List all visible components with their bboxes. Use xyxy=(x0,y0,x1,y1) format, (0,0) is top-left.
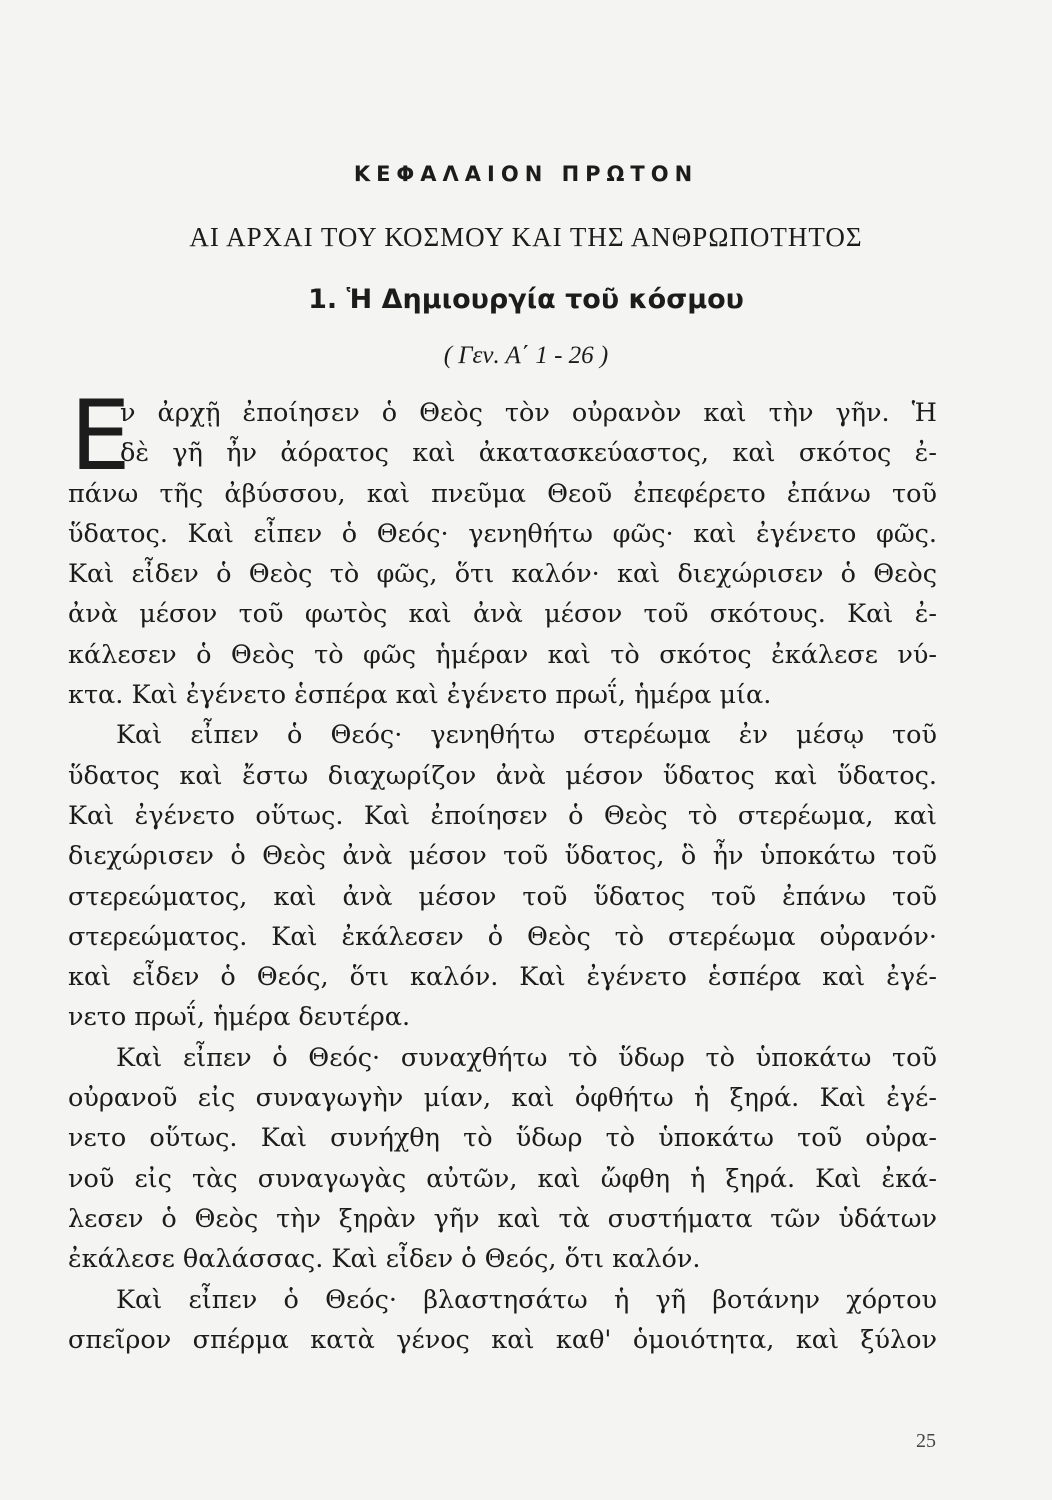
text-line: ὕδατος. Καὶ εἶπεν ὁ Θεός· γενηθήτω φῶς· καὶ ἐγένετο φῶς. xyxy=(68,518,937,549)
text-line: Καὶ ἐγένετο οὕτως. Καὶ ἐποίησεν ὁ Θεὸς τὸ στερέωμα, καὶ xyxy=(68,800,937,831)
section-title: 1. Ἡ Δημιουργία τοῦ κόσμου xyxy=(308,284,744,315)
text-line: Καὶ εἶπεν ὁ Θεός· γενηθήτω στερέωμα ἐν μέσῳ τοῦ xyxy=(116,720,937,751)
chapter-heading: ΚΕΦΑΛΑΙΟΝ ΠΡΩΤΟΝ xyxy=(353,162,699,186)
text-line: δὲ γῆ ἦν ἀόρατος καὶ ἀκατασκεύαστος, καὶ σκότος ἐ- xyxy=(120,438,937,469)
text-line: λεσεν ὁ Θεὸς τὴν ξηρὰν γῆν καὶ τὰ συστήματα τῶν ὑδάτων xyxy=(68,1203,937,1234)
drop-cap: Ε xyxy=(70,380,131,492)
body-text xyxy=(68,380,937,1360)
text-line: ὕδατος καὶ ἔστω διαχωρίζον ἀνὰ μέσον ὕδατος καὶ ὕδατος. xyxy=(68,760,937,791)
chapter-subtitle: ΑΙ ΑΡΧΑΙ ΤΟΥ ΚΟΣΜΟΥ ΚΑΙ ΤΗΣ ΑΝΘΡΩΠΟΤΗΤΟΣ xyxy=(189,222,863,252)
text-line: ν ἀρχῇ ἐποίησεν ὁ Θεὸς τὸν οὐρανὸν καὶ τὴν γῆν. Ἡ xyxy=(120,398,937,428)
text-line: κτα. Καὶ ἐγένετο ἑσπέρα καὶ ἐγένετο πρωΐ, ἡμέρα μία. xyxy=(68,680,772,711)
text-line: σπεῖρον σπέρμα κατὰ γένος καὶ καθ' ὁμοιότητα, καὶ ξύλον xyxy=(68,1324,937,1355)
text-line: στερεώματος, καὶ ἀνὰ μέσον τοῦ ὕδατος τοῦ ἐπάνω τοῦ xyxy=(68,881,937,912)
page-number: 25 xyxy=(916,1430,936,1452)
text-line: Καὶ εἶδεν ὁ Θεὸς τὸ φῶς, ὅτι καλόν· καὶ διεχώρισεν ὁ Θεὸς xyxy=(68,559,937,590)
text-line: Καὶ εἶπεν ὁ Θεός· συναχθήτω τὸ ὕδωρ τὸ ὑποκάτω τοῦ xyxy=(116,1042,937,1073)
text-line: στερεώματος. Καὶ ἐκάλεσεν ὁ Θεὸς τὸ στερέωμα οὐρανόν· xyxy=(68,921,937,952)
text-line: καὶ εἶδεν ὁ Θεός, ὅτι καλόν. Καὶ ἐγένετο ἑσπέρα καὶ ἐγέ- xyxy=(68,962,937,993)
scripture-reference: ( Γεν. Α΄ 1 - 26 ) xyxy=(443,342,609,369)
text-line: νετο οὕτως. Καὶ συνήχθη τὸ ὕδωρ τὸ ὑποκάτω τοῦ οὐρα- xyxy=(68,1123,937,1154)
text-line: πάνω τῆς ἀβύσσου, καὶ πνεῦμα Θεοῦ ἐπεφέρετο ἐπάνω τοῦ xyxy=(68,478,937,509)
text-line: κάλεσεν ὁ Θεὸς τὸ φῶς ἡμέραν καὶ τὸ σκότος ἐκάλεσε νύ- xyxy=(68,639,937,670)
text-line: νοῦ εἰς τὰς συναγωγὰς αὐτῶν, καὶ ὤφθη ἡ ξηρά. Καὶ ἐκά- xyxy=(68,1163,937,1194)
text-line: νετο πρωΐ, ἡμέρα δευτέρα. xyxy=(68,1002,411,1033)
text-line: οὐρανοῦ εἰς συναγωγὴν μίαν, καὶ ὀφθήτω ἡ ξηρά. Καὶ ἐγέ- xyxy=(68,1083,937,1114)
text-line: ἐκάλεσε θαλάσσας. Καὶ εἶδεν ὁ Θεός, ὅτι καλόν. xyxy=(68,1244,701,1275)
text-line: ἀνὰ μέσον τοῦ φωτὸς καὶ ἀνὰ μέσον τοῦ σκότους. Καὶ ἐ- xyxy=(68,599,937,630)
text-line: διεχώρισεν ὁ Θεὸς ἀνὰ μέσον τοῦ ὕδατος, ὃ ἦν ὑποκάτω τοῦ xyxy=(68,841,937,872)
text-line: Καὶ εἶπεν ὁ Θεός· βλαστησάτω ἡ γῆ βοτάνην χόρτου xyxy=(116,1284,937,1315)
